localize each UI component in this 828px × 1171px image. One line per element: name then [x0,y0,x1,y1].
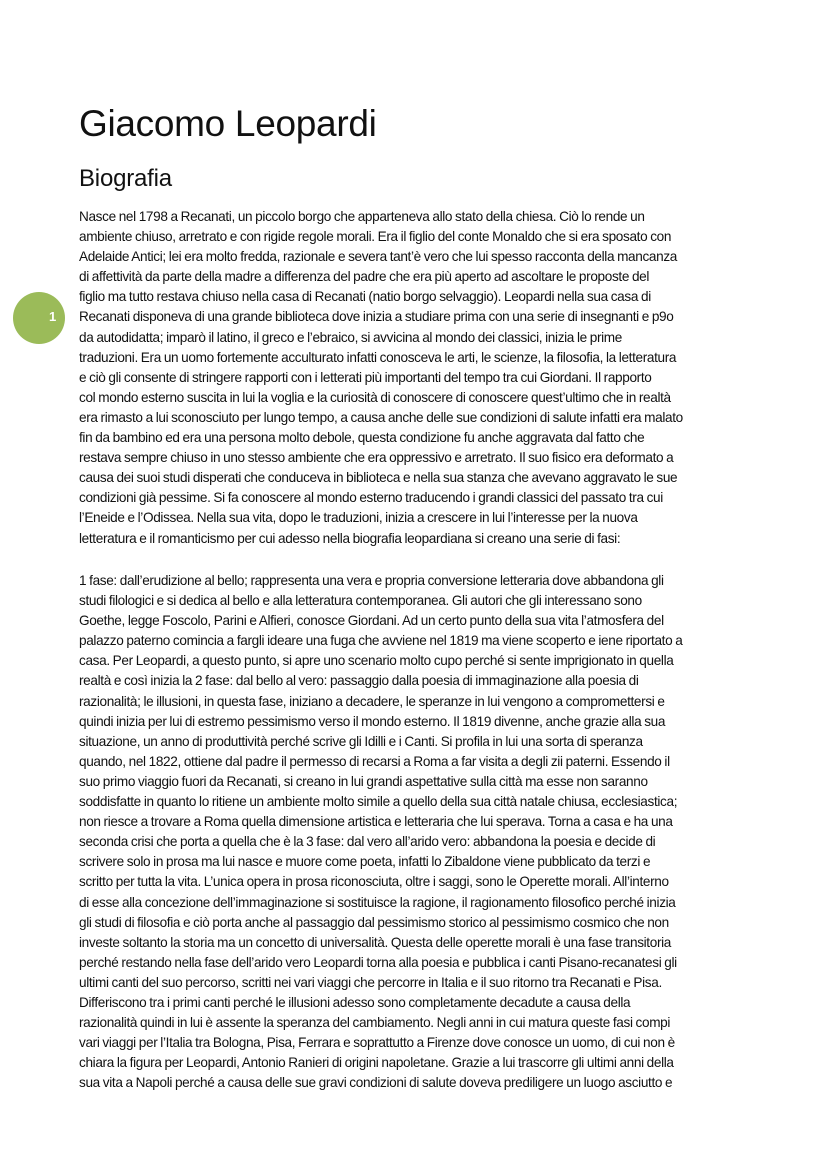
text-line: quindi inizia per lui di estremo pessimismo verso il mondo esterno. Il 1819 divenne, anche grazie alla sua [79,713,666,729]
text-line: suo primo viaggio fuori da Recanati, si creano in lui grandi aspettative sulla città ma esse non saranno [79,773,648,789]
document-title: Giacomo Leopardi [79,103,377,144]
text-line: realtà e così inizia la 2 fase: dal bello al vero: passaggio dalla poesia di immaginazione alla poesia di [79,673,639,689]
text-line: Recanati disponeva di una grande biblioteca dove inizia a studiare prima con una serie di insegnanti e p9o [79,309,674,325]
text-line: quando, nel 1822, ottiene dal padre il permesso di recarsi a Roma a far visita a degli zii paterni. Essendo il [79,753,670,769]
text-line: ambiente chiuso, arretrato e con rigide regole morali. Era il figlio del conte Monaldo che si era sposato con [79,229,672,245]
text-line: casa. Per Leopardi, a questo punto, si apre uno scenario molto cupo perché si sente imprigionato in quella [79,653,674,669]
text-line: letteratura e il romanticismo per cui adesso nella biografia leopardiana si creano una serie di fasi: [79,530,621,546]
text-line: razionalità; le illusioni, in questa fase, iniziano a decadere, le speranze in lui vengono a compromettersi e [79,693,665,709]
section-heading: Biografia [79,165,172,192]
text-line: soddisfatte in quanto lo ritiene un ambiente molto simile a quello della sua città natale chiusa, ecclesiastica; [79,794,678,810]
text-line: fin da bambino ed era una persona molto debole, questa condizione fu anche aggravata dal fatto che [79,430,645,446]
text-line: e ciò gli consente di stringere rapporti con i letterati più importanti del tempo tra cui Giordani. Il rapporto [79,369,652,385]
text-line: da autodidatta; imparò il latino, il greco e l’ebraico, si avvicina al mondo dei classici, inizia le prime [79,329,622,345]
text-line: razionalità quindi in lui è assente la speranza del cambiamento. Negli anni in cui matura queste fasi compi [79,1015,671,1031]
text-line: situazione, un anno di produttività perché scrive gli Idilli e i Canti. Si profila in lui una sorta di speranza [79,733,643,749]
text-line: perché restando nella fase dell’arido vero Leopardi torna alla poesia e pubblica i canti Pisano-recanatesi gli [79,954,677,970]
page-number: 1 [49,309,57,324]
paragraph-biography-intro [79,207,683,549]
text-line: Differiscono tra i primi canti perché le illusioni adesso sono completamente decadute a causa della [79,994,631,1010]
page-number-badge [13,292,65,344]
text-line: non riesce a trovare a Roma quella dimensione artistica e letteraria che lui sperava. Torna a casa e ha una [79,814,673,830]
text-line: di affettività da parte della madre a differenza del padre che era più aperto ad ascoltare le proposte del [79,269,650,285]
text-line: traduzioni. Era un uomo fortemente acculturato infatti conosceva le arti, le scienze, la filosofia, la letteratura [79,349,677,365]
text-line: vari viaggi per l’Italia tra Bologna, Pisa, Ferrara e soprattutto a Firenze dove conosce un uomo, di cui non è [79,1035,675,1051]
text-line: causa dei suoi studi disperati che conduceva in biblioteca e nella sua stanza che avevano aggravato le sue [79,470,678,486]
text-line: era rimasto a lui sconosciuto per lungo tempo, a causa anche delle sue condizioni di salute infatti era malato [79,409,683,425]
text-line: condizioni già pessime. Si fa conoscere al mondo esterno traducendo i grandi classici del passato tra cui [79,490,663,506]
text-line: figlio ma tutto restava chiuso nella casa di Recanati (natio borgo selvaggio). Leopardi nella sua casa di [79,289,651,305]
text-line: Adelaide Antici; lei era molto fredda, razionale e severa tant’è vero che lui spesso racconta della mancanza [79,249,678,265]
text-line: studi filologici e si dedica al bello e alla letteratura contemporanea. Gli autori che gli interessano sono [79,593,642,609]
text-line: chiara la figura per Leopardi, Antonio Ranieri di origini napoletane. Grazie a lui trascorre gli ultimi anni della [79,1055,674,1071]
paragraph-phases [79,571,682,1093]
text-line: l’Eneide e l’Odissea. Nella sua vita, dopo le traduzioni, inizia a crescere in lui l’interesse per la nuova [79,510,638,526]
text-line: scritto per tutta la vita. L’unica opera in prosa riconosciuta, oltre i saggi, sono le Operette morali. All’interno [79,874,669,890]
text-line: scrivere solo in prosa ma lui nasce e muore come poeta, infatti lo Zibaldone viene pubblicato da terzi e [79,854,651,870]
text-line: sua vita a Napoli perché a causa delle sue gravi condizioni di salute doveva prediligere un luogo asciutto e [79,1075,673,1091]
text-line: col mondo esterno suscita in lui la voglia e la curiosità di conoscere di conoscere quest’ultimo che in realtà [79,389,671,405]
text-line: gli studi di filosofia e ciò porta anche al passaggio dal pessimismo storico al pessimismo cosmico che non [79,914,669,930]
text-line: palazzo paterno comincia a fargli ideare una fuga che avviene nel 1819 ma viene scoperto e iene riportato a [79,633,683,649]
text-line: 1 fase: dall’erudizione al bello; rappresenta una vera e propria conversione letteraria dove abbandona gli [79,573,664,588]
text-line: restava sempre chiuso in uno stesso ambiente che era oppressivo e arretrato. Il suo fisico era deformato a [79,450,674,466]
text-line: seconda crisi che porta a quella che è la 3 fase: dal vero all’arido vero: abbandona la poesia e decide di [79,834,656,850]
text-line: ultimi canti del suo percorso, scritti nei vari viaggi che percorre in Italia e il suo ritorno tra Recanati e Pisa. [79,974,662,990]
text-line: investe soltanto la storia ma un concetto di universalità. Questa delle operette morali è una fase transitoria [79,934,672,950]
text-line: Goethe, legge Foscolo, Parini e Alfieri, conosce Giordani. Ad un certo punto della sua vita l’atmosfera del [79,613,664,629]
text-line: Nasce nel 1798 a Recanati, un piccolo borgo che apparteneva allo stato della chiesa. Ciò lo rende un [79,209,645,224]
text-line: di esse alla concezione dell’immaginazione si sostituisce la ragione, il ragionamento filosofico perché inizia [79,894,676,910]
